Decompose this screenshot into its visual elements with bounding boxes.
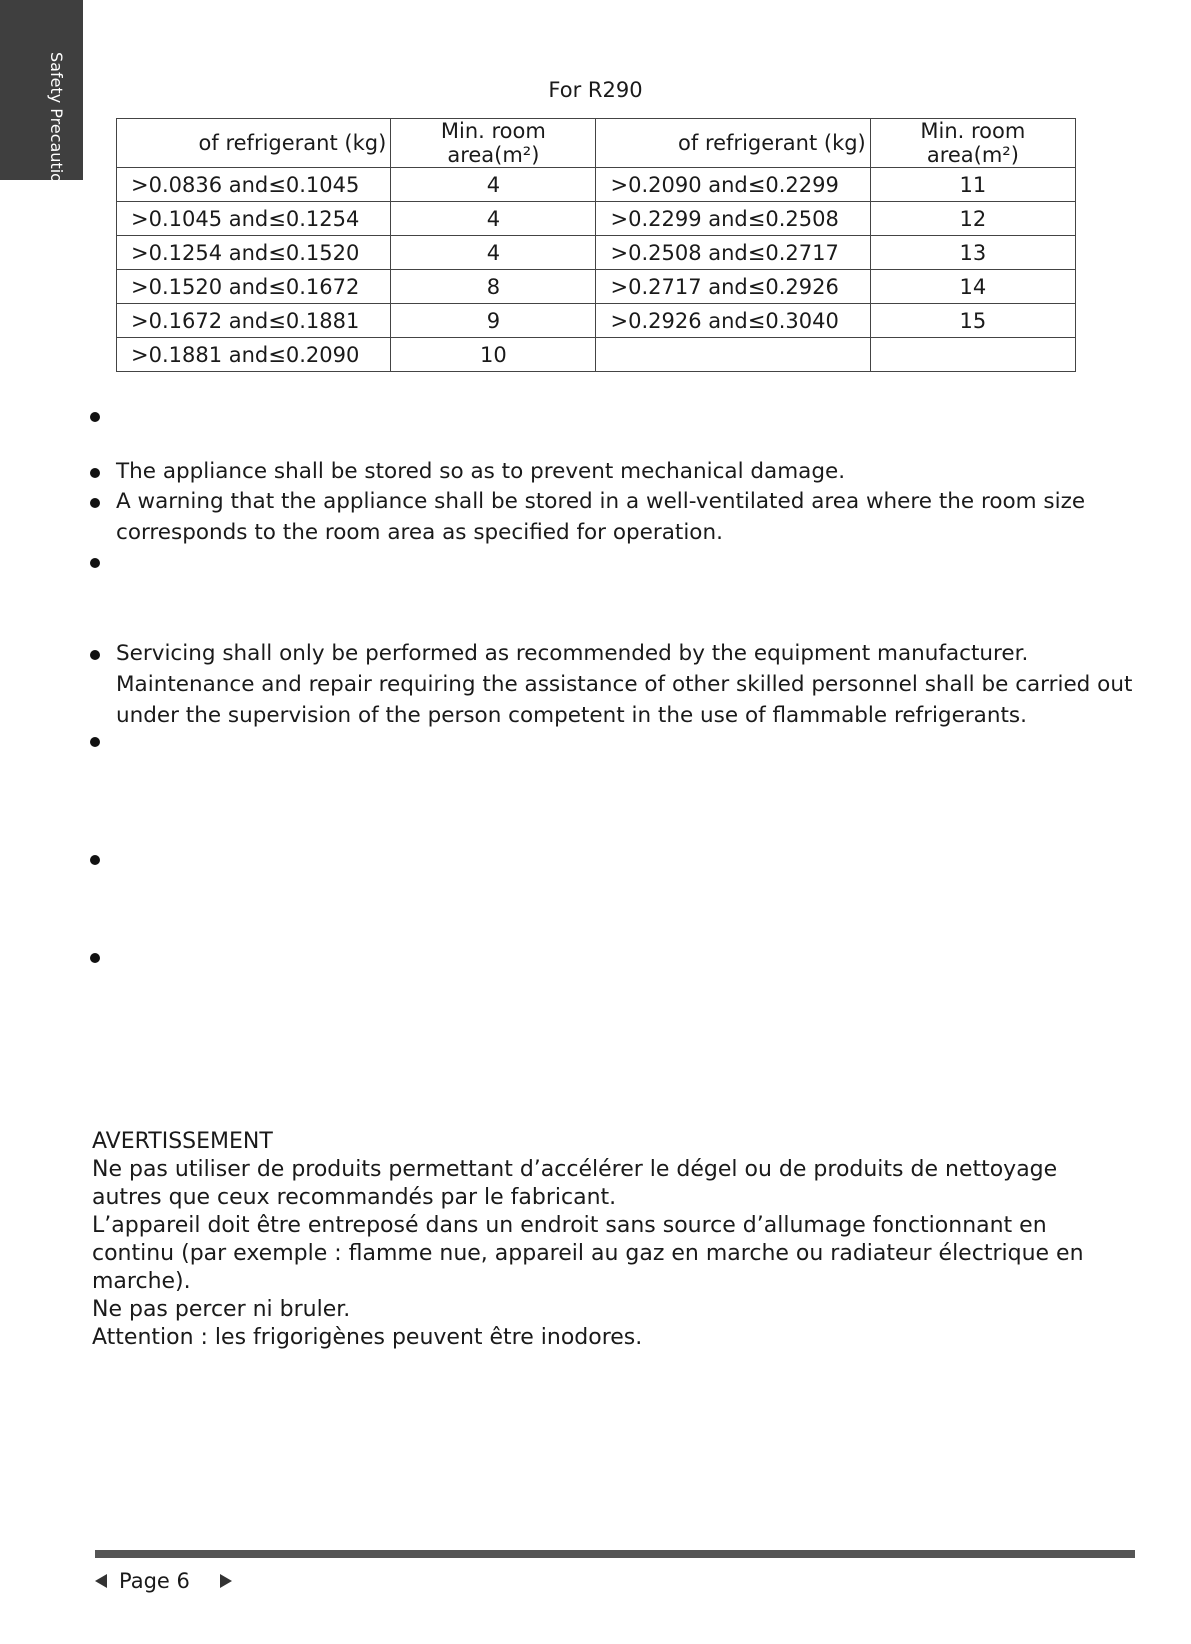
area-cell: 15 [870, 304, 1075, 338]
range-cell: >0.1881 and≤0.2090 [117, 338, 391, 372]
table-row [117, 168, 1076, 202]
list-item-text: Servicing shall only be performed as recommended by the equipment manufacturer. Maintenance and repair requiring the assistance of other skilled personnel shall be carried out under the supervision of the person competent in the use of flammable refrigerants. [116, 641, 1133, 728]
warning-line: L’appareil doit être entreposé dans un endroit sans source d’allumage fonctionnant en continu (par exemple : flamme nue, appareil au gaz en marche ou radiateur électrique en marche). [92, 1213, 1084, 1294]
header-range-right: of refrigerant (kg) [596, 119, 870, 168]
range-cell: >0.2090 and≤0.2299 [596, 168, 870, 202]
next-page-icon[interactable] [220, 1574, 232, 1588]
bullet-dot-icon [90, 737, 100, 747]
header-range-left: of refrigerant (kg) [117, 119, 391, 168]
page-number: Page 6 [119, 1569, 190, 1593]
footer-divider [95, 1550, 1135, 1558]
bullet-dot-icon [90, 650, 100, 660]
refrigerant-table [116, 118, 1076, 372]
bullet-dot-icon [90, 855, 100, 865]
table-row [117, 338, 1076, 372]
bullet-dot-icon [90, 558, 100, 568]
area-cell: 8 [391, 270, 596, 304]
range-cell [596, 338, 870, 372]
area-cell: 12 [870, 202, 1075, 236]
range-cell: >0.1254 and≤0.1520 [117, 236, 391, 270]
table-row [117, 236, 1076, 270]
warning-line: Ne pas percer ni bruler. [92, 1297, 351, 1322]
header-area-left: Min. room area(m²) [391, 119, 596, 168]
range-cell: >0.1672 and≤0.1881 [117, 304, 391, 338]
area-cell: 4 [391, 202, 596, 236]
header-area-right: Min. room area(m²) [870, 119, 1075, 168]
french-warning-block [92, 1128, 1132, 1352]
list-item [90, 456, 1140, 487]
area-cell: 11 [870, 168, 1075, 202]
page-navigation [95, 1567, 232, 1595]
area-cell [870, 338, 1075, 372]
table-row [117, 304, 1076, 338]
list-item-text: A warning that the appliance shall be stored in a well-ventilated area where the room size corresponds to the room area as specified for operation. [116, 489, 1086, 545]
list-item [90, 486, 1140, 548]
bullet-dot-icon [90, 498, 100, 508]
range-cell: >0.2508 and≤0.2717 [596, 236, 870, 270]
range-cell: >0.2299 and≤0.2508 [596, 202, 870, 236]
range-cell: >0.2926 and≤0.3040 [596, 304, 870, 338]
area-cell: 10 [391, 338, 596, 372]
table-header-row [117, 119, 1076, 168]
range-cell: >0.0836 and≤0.1045 [117, 168, 391, 202]
warning-line: Ne pas utiliser de produits permettant d’accélérer le dégel ou de produits de nettoyage autres que ceux recommandés par le fabricant. [92, 1157, 1058, 1210]
bullet-dot-icon [90, 412, 100, 422]
area-cell: 13 [870, 236, 1075, 270]
range-cell: >0.1045 and≤0.1254 [117, 202, 391, 236]
area-cell: 4 [391, 168, 596, 202]
range-cell: >0.1520 and≤0.1672 [117, 270, 391, 304]
area-cell: 4 [391, 236, 596, 270]
warning-title: AVERTISSEMENT [92, 1129, 273, 1154]
range-cell: >0.2717 and≤0.2926 [596, 270, 870, 304]
area-cell: 9 [391, 304, 596, 338]
bullet-dot-icon [90, 468, 100, 478]
side-tab-label: Safety Precautions [47, 52, 66, 202]
area-cell: 14 [870, 270, 1075, 304]
table-title: For R290 [548, 78, 643, 102]
list-item [90, 638, 1140, 731]
table-row [117, 270, 1076, 304]
warning-line: Attention : les frigorigènes peuvent être inodores. [92, 1325, 643, 1350]
previous-page-icon[interactable] [95, 1574, 107, 1588]
table-row [117, 202, 1076, 236]
bullet-dot-icon [90, 953, 100, 963]
list-item-text: The appliance shall be stored so as to prevent mechanical damage. [116, 459, 846, 484]
